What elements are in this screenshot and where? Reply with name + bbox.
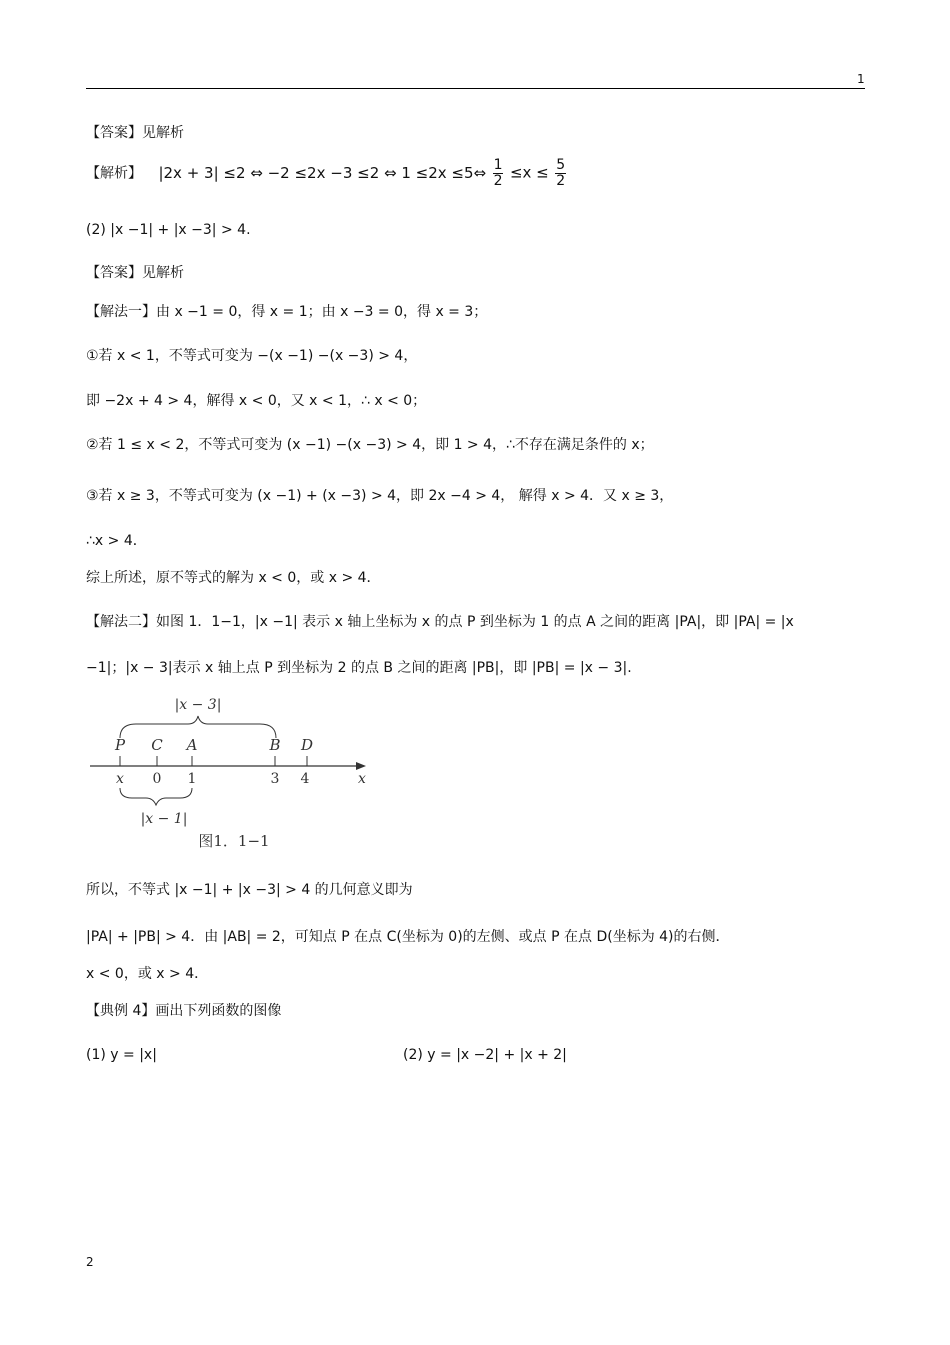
bottom-brace-label: |x − 1| <box>140 811 188 827</box>
tick-label-3: 3 <box>270 771 280 787</box>
fraction-numerator: 1 <box>493 157 503 173</box>
point-label-a: A <box>186 736 198 754</box>
solution-line: x < 0，或 x > 4． <box>86 966 209 982</box>
analysis-line <box>86 158 568 189</box>
tick-label-1: 1 <box>187 771 197 787</box>
axis-arrow <box>356 762 366 770</box>
tick-label-4: 4 <box>300 771 310 787</box>
point-label-c: C <box>151 736 163 754</box>
answer-line-2: 【答案】见解析 <box>86 265 184 281</box>
fraction-five-half <box>555 158 566 189</box>
geometric-meaning-line: 所以，不等式 |x −1| + |x −3| > 4 的几何意义即为 <box>86 882 413 898</box>
problem-2: (2) |x −1| + |x −3| > 4. <box>86 222 251 238</box>
fraction-numerator: 5 <box>556 157 566 173</box>
point-label-b: B <box>269 736 281 754</box>
fraction-denominator: 2 <box>556 173 566 189</box>
tick-label-x: x <box>116 771 124 787</box>
figure-caption: 图1．1−1 <box>198 832 270 850</box>
case-three-result: ∴x > 4． <box>86 533 147 549</box>
header-rule <box>86 88 865 89</box>
analysis-math-mid: ≤x ≤ <box>509 163 549 182</box>
method-one-intro: 【解法一】由 x −1 = 0，得 x = 1；由 x −3 = 0，得 x = 3； <box>86 304 488 320</box>
case-one-result: 即 −2x + 4 > 4，解得 x < 0，又 x < 1，∴ x < 0； <box>86 393 427 409</box>
fraction-denominator: 2 <box>493 173 503 189</box>
fraction-one-half <box>493 158 504 189</box>
top-brace-label: |x − 3| <box>174 697 222 713</box>
number-line-figure <box>86 690 386 855</box>
top-brace <box>120 716 276 738</box>
tick-label-0: 0 <box>152 771 162 787</box>
answer-line-1: 【答案】见解析 <box>86 125 184 141</box>
bottom-brace <box>120 788 192 805</box>
example-4-heading: 【典例 4】画出下列函数的图像 <box>86 1003 282 1019</box>
point-label-p: P <box>114 736 126 754</box>
point-label-d: D <box>300 736 314 754</box>
axis-label-x: x <box>358 771 366 787</box>
page-number-top: 1 <box>857 72 865 86</box>
distance-line: |PA| + |PB| > 4．由 |AB| = 2，可知点 P 在点 C(坐标为 0)的左侧、或点 P 在点 D(坐标为 4)的右侧． <box>86 929 730 945</box>
method-two-line-1: 【解法二】如图 1．1−1，|x −1| 表示 x 轴上坐标为 x 的点 P 到坐标为 1 的点 A 之间的距离 |PA|，即 |PA| = |x <box>86 614 794 630</box>
page-number-bottom: 2 <box>86 1255 94 1269</box>
example-4-part-1: (1) y = |x| <box>86 1047 157 1063</box>
analysis-math: |2x + 3| ≤2 ⇔ −2 ≤2x −3 ≤2 ⇔ 1 ≤2x ≤5⇔ <box>158 163 487 182</box>
example-4-part-2: (2) y = |x −2| + |x + 2| <box>403 1047 567 1063</box>
case-three: ③若 x ≥ 3，不等式可变为 (x −1) + (x −3) > 4，即 2x −4 > 4， 解得 x > 4．又 x ≥ 3， <box>86 488 674 504</box>
analysis-label: 【解析】 <box>86 165 142 182</box>
method-two-line-2: −1|；|x − 3|表示 x 轴上点 P 到坐标为 2 的点 B 之间的距离 |PB|，即 |PB| = |x − 3|. <box>86 660 632 676</box>
case-two: ②若 1 ≤ x < 2，不等式可变为 (x −1) −(x −3) > 4，即 1 > 4，∴不存在满足条件的 x； <box>86 437 654 453</box>
summary-line: 综上所述，原不等式的解为 x < 0，或 x > 4． <box>86 570 381 586</box>
case-one: ①若 x < 1，不等式可变为 −(x −1) −(x −3) > 4， <box>86 348 418 364</box>
